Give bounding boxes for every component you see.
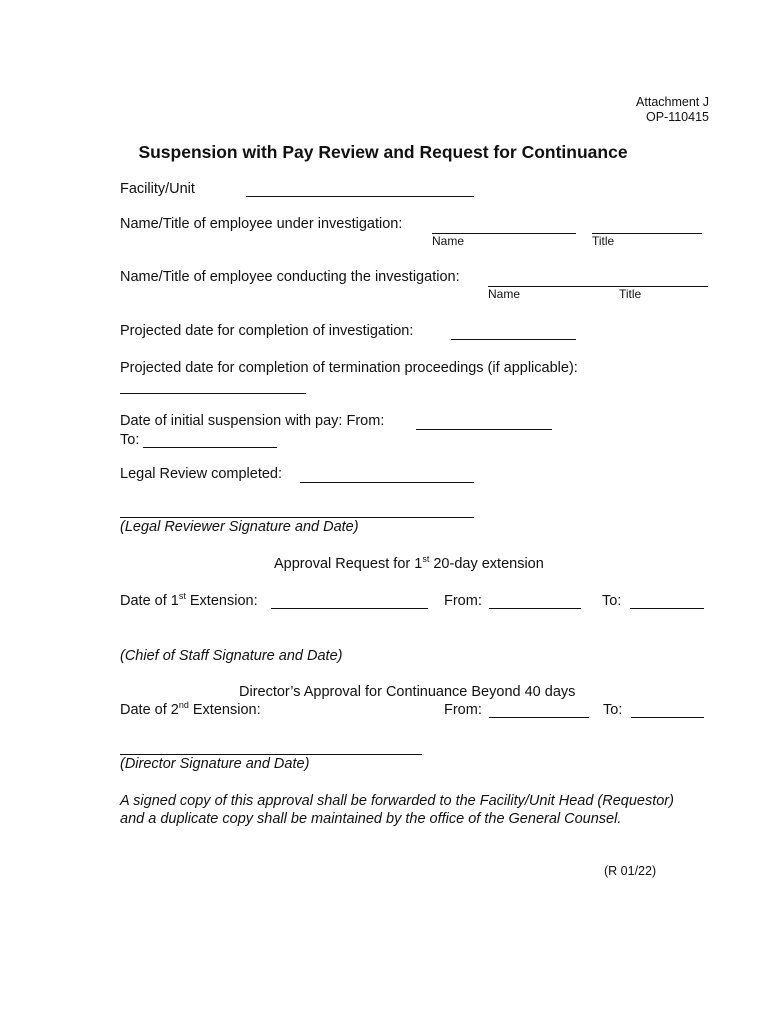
legal-signature-caption: (Legal Reviewer Signature and Date): [120, 519, 359, 535]
revision-code: (R 01/22): [604, 864, 657, 878]
legal-review-label: Legal Review completed:: [120, 466, 283, 482]
extension1-heading: Approval Request for 1st 20-day extension: [274, 554, 544, 572]
legal-review-field[interactable]: [300, 482, 474, 483]
projected-investigation-field[interactable]: [451, 339, 576, 340]
footer-note-line2: and a duplicate copy shall be maintained by the office of the General Counsel.: [120, 811, 622, 827]
employee-investigated-label: Name/Title of employee under investigation:: [120, 216, 403, 232]
extension1-date-label: Date of 1st Extension:: [120, 591, 258, 609]
footer-note-line1: A signed copy of this approval shall be forwarded to the Facility/Unit Head (Requestor): [120, 793, 674, 809]
investigator-field[interactable]: [488, 286, 708, 287]
legal-signature-field[interactable]: [120, 517, 474, 518]
chief-of-staff-signature-caption: (Chief of Staff Signature and Date): [120, 648, 343, 664]
facility-field[interactable]: [246, 196, 474, 197]
director-signature-field[interactable]: [120, 754, 422, 755]
extension1-date-field[interactable]: [271, 608, 428, 609]
suspension-from-field[interactable]: [416, 429, 552, 430]
investigator-title-caption: Title: [619, 287, 642, 301]
initial-suspension-label: Date of initial suspension with pay: From:: [120, 413, 385, 429]
extension2-from-field[interactable]: [489, 717, 589, 718]
projected-termination-field[interactable]: [120, 393, 306, 394]
title-caption: Title: [592, 234, 615, 248]
projected-termination-label: Projected date for completion of termination proceedings (if applicable):: [120, 360, 578, 376]
extension1-from-field[interactable]: [489, 608, 581, 609]
director-signature-caption: (Director Signature and Date): [120, 756, 310, 772]
projected-investigation-label: Projected date for completion of investigation:: [120, 323, 414, 339]
page-title: Suspension with Pay Review and Request for Continuance: [138, 142, 628, 162]
extension1-to-label: To:: [602, 593, 622, 609]
extension2-to-field[interactable]: [631, 717, 704, 718]
name-caption: Name: [432, 234, 465, 248]
attachment-label: Attachment J: [636, 95, 709, 109]
extension2-date-label: Date of 2nd Extension:: [120, 700, 261, 718]
form-code: OP-110415: [645, 110, 709, 124]
facility-label: Facility/Unit: [120, 181, 195, 197]
extension2-from-label: From:: [444, 702, 482, 718]
extension1-from-label: From:: [444, 593, 482, 609]
investigator-label: Name/Title of employee conducting the investigation:: [120, 269, 460, 285]
extension1-to-field[interactable]: [630, 608, 704, 609]
suspension-to-label: To:: [120, 432, 140, 448]
extension2-to-label: To:: [603, 702, 623, 718]
extension2-heading: Director’s Approval for Continuance Beyond 40 days: [239, 684, 576, 700]
suspension-to-field[interactable]: [143, 447, 277, 448]
investigator-name-caption: Name: [488, 287, 521, 301]
